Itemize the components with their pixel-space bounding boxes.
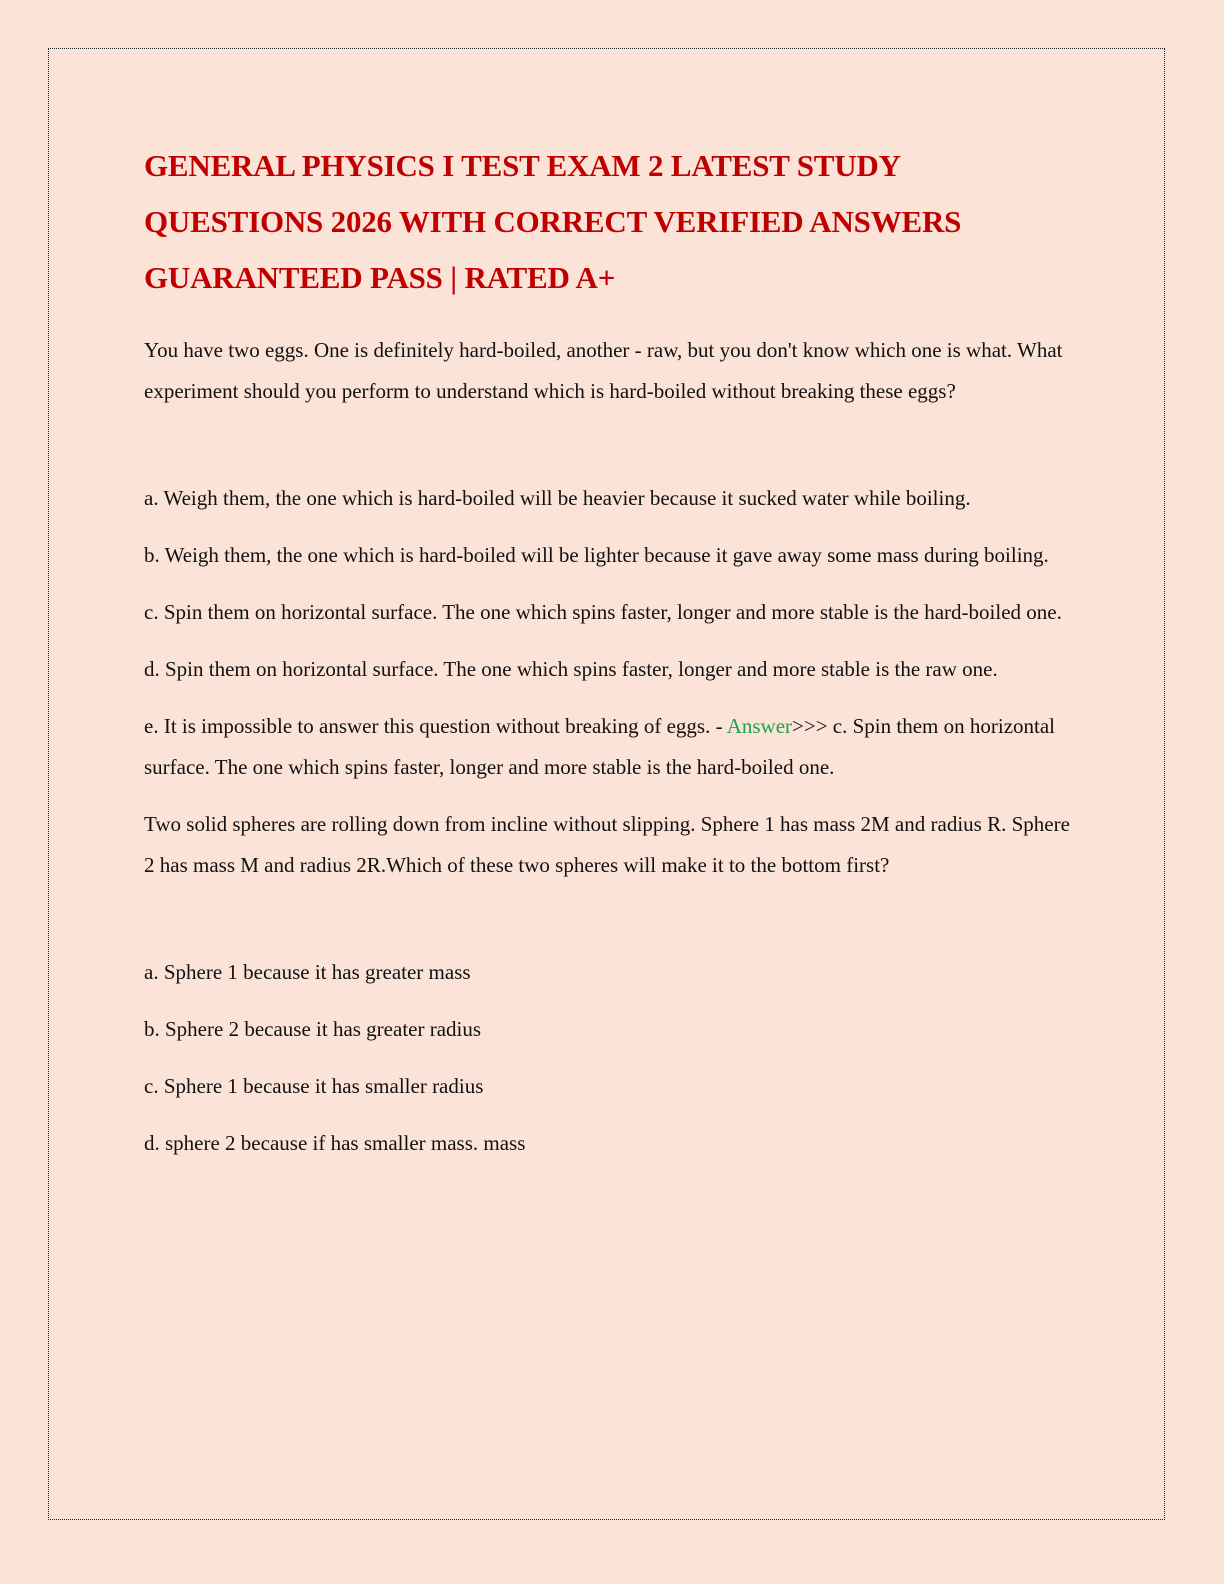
option-d: d. sphere 2 because if has smaller mass. mass <box>144 1131 526 1155</box>
option-a: a. Weigh them, the one which is hard-boiled will be heavier because it sucked water while boiling. <box>144 486 971 510</box>
document-title: GENERAL PHYSICS I TEST EXAM 2 LATEST STUDY QUESTIONS 2026 WITH CORRECT VERIFIED ANSWERS GUARANTEED PASS | RATED A+ <box>144 148 962 295</box>
question-1 <box>144 330 1084 788</box>
answer-label: Answer <box>726 714 793 738</box>
option-e-with-answer <box>144 706 1084 788</box>
option-b: b. Weigh them, the one which is hard-boiled will be lighter because it gave away some mass during boiling. <box>144 543 1049 567</box>
option-d: d. Spin them on horizontal surface. The one which spins faster, longer and more stable is the raw one. <box>144 657 998 681</box>
question-stem: You have two eggs. One is definitely hard-boiled, another - raw, but you don't know which one is what. What experiment should you perform to understand which is hard-boiled without breaking these eggs? <box>144 338 1063 403</box>
question-stem: Two solid spheres are rolling down from incline without slipping. Sphere 1 has mass 2M and radius R. Sphere 2 has mass M and radius 2R.Which of these two spheres will make it to the bottom first? <box>144 812 1070 877</box>
answer-text: >>> c. Spin them on horizontal surface. The one which spins faster, longer and more stable is the hard-boiled one. <box>144 714 1056 779</box>
option-e: e. It is impossible to answer this question without breaking of eggs. - <box>144 714 727 738</box>
question-2 <box>144 804 1084 1164</box>
option-c: c. Spin them on horizontal surface. The one which spins faster, longer and more stable is the hard-boiled one. <box>144 600 1062 624</box>
document-content <box>144 138 1084 1164</box>
option-b: b. Sphere 2 because it has greater radius <box>144 1017 482 1041</box>
option-c: c. Sphere 1 because it has smaller radius <box>144 1074 484 1098</box>
option-a: a. Sphere 1 because it has greater mass <box>144 960 471 984</box>
